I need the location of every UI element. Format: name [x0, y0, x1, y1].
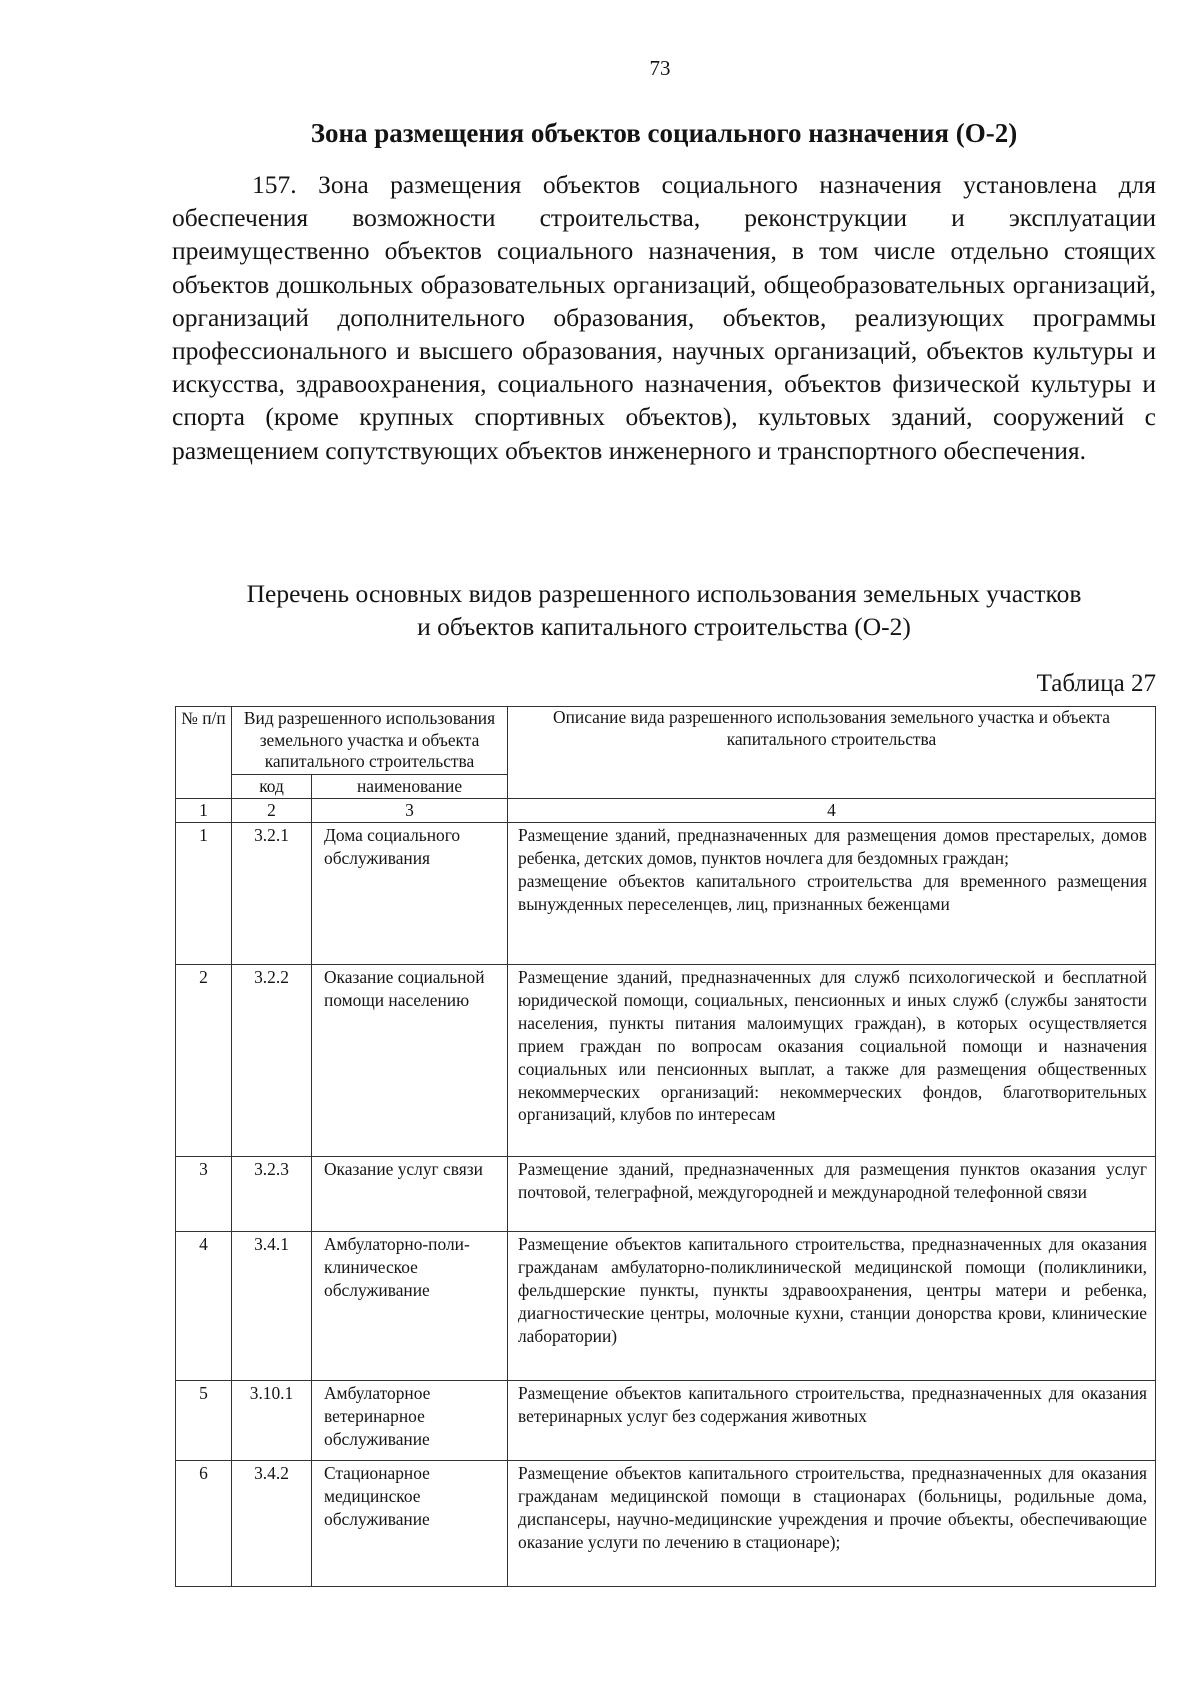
column-number: 3 [312, 799, 508, 823]
row-description-part-1: Размещение зданий, предназначенных для размещения домов престарелых, домов ребенка, детских домов, пунктов ночлега для бездомных граждан; [518, 825, 1147, 868]
column-number: 4 [508, 799, 1156, 823]
table-row [176, 1232, 1156, 1381]
permitted-use-table [175, 706, 1156, 1587]
row-description: Размещение зданий, предназначенных для размещения пунктов оказания услуг почтовой, телеграфной, междугородней и международной телефонной связи [508, 1157, 1156, 1232]
row-code: 3.2.2 [232, 965, 312, 1157]
column-number: 1 [176, 799, 232, 823]
row-name: Дома социального обслуживания [312, 823, 508, 965]
table-row [176, 1461, 1156, 1587]
row-description: Размещение объектов капитального строительства, предназначенных для оказания гражданам амбулаторно-поликлинической медицинской помощи (поликлиники, фельдшерские пункты, пункты здравоохранения, центры матери и ребенка, диагностические центры, молочные кухни, станции донорства крови, клинические лаборатории) [508, 1232, 1156, 1381]
row-name: Амбулаторное ветеринарное обслуживание [312, 1381, 508, 1461]
row-description-part-2: размещение объектов капитального строительства для временного размещения вынужденных переселенцев, лиц, признанных беженцами [518, 870, 1147, 914]
row-num: 2 [176, 965, 232, 1157]
row-description [508, 823, 1156, 965]
row-num: 5 [176, 1381, 232, 1461]
row-name: Амбулаторно-поли-клиническое обслуживание [312, 1232, 508, 1381]
header-description: Описание вида разрешенного использования земельного участка и объекта капитального строительства [508, 707, 1156, 799]
table-header-row [176, 707, 1156, 775]
table-row [176, 823, 1156, 965]
row-num: 6 [176, 1461, 232, 1587]
zone-title: Зона размещения объектов социального назначения (О-2) [310, 118, 1018, 148]
row-num: 3 [176, 1157, 232, 1232]
row-name: Оказание услуг связи [312, 1157, 508, 1232]
list-title-line-1: Перечень основных видов разрешенного использования земельных участков [246, 579, 1082, 608]
paragraph-text: 157. Зона размещения объектов социального назначения установлена для обеспечения возможности строительства, реконструкции и эксплуатации преимущественно объектов социального назначения, в том числе отдельно стоящих объектов дошкольных образовательных организаций, общеобразовательных организаций, организаций дополнительного образования, объектов, реализующих программы профессионального и высшего образования, научных организаций, объектов культуры и искусства, здравоохранения, социального назначения, объектов физической культуры и спорта (кроме крупных спортивных объектов), культовых зданий, сооружений с размещением сопутствующих объектов инженерного и транспортного обеспечения. [172, 170, 1156, 465]
table-row [176, 1381, 1156, 1461]
row-name: Стационарное медицинское обслуживание [312, 1461, 508, 1587]
row-description: Размещение объектов капитального строительства, предназначенных для оказания гражданам медицинской помощи в стационарах (больницы, родильные дома, диспансеры, научно-медицинские учреждения и прочие объекты, обеспечивающие оказание услуги по лечению в стационаре); [508, 1461, 1156, 1587]
header-code: код [232, 774, 312, 799]
table-row [176, 965, 1156, 1157]
row-code: 3.2.1 [232, 823, 312, 965]
header-num: № п/п [176, 707, 232, 799]
row-code: 3.4.1 [232, 1232, 312, 1381]
column-number: 2 [232, 799, 312, 823]
row-code: 3.4.2 [232, 1461, 312, 1587]
row-num: 4 [176, 1232, 232, 1381]
page-number: 73 [649, 56, 671, 80]
row-description: Размещение зданий, предназначенных для служб психологической и бесплатной юридической помощи, социальных, пенсионных и иных служб (службы занятости населения, пункты питания малоимущих граждан), в которых осуществляется прием граждан по вопросам оказания социальной помощи и назначения социальных или пенсионных выплат, а также для размещения общественных некоммерческих организаций: некоммерческих фондов, благотворительных организаций, клубов по интересам [508, 965, 1156, 1157]
row-code: 3.2.3 [232, 1157, 312, 1232]
row-name: Оказание социальной помощи населению [312, 965, 508, 1157]
header-kind: Вид разрешенного использования земельного участка и объекта капитального строительства [232, 707, 508, 775]
row-code: 3.10.1 [232, 1381, 312, 1461]
row-num: 1 [176, 823, 232, 965]
table-label: Таблица 27 [1036, 670, 1156, 697]
list-title [172, 577, 1156, 643]
table-row [176, 1157, 1156, 1232]
row-description: Размещение объектов капитального строительства, предназначенных для оказания ветеринарных услуг без содержания животных [508, 1381, 1156, 1461]
paragraph-157 [172, 168, 1156, 467]
header-name: наименование [312, 774, 508, 799]
column-numbers-row [176, 799, 1156, 823]
list-title-line-2: и объектов капитального строительства (О-2) [417, 612, 911, 641]
